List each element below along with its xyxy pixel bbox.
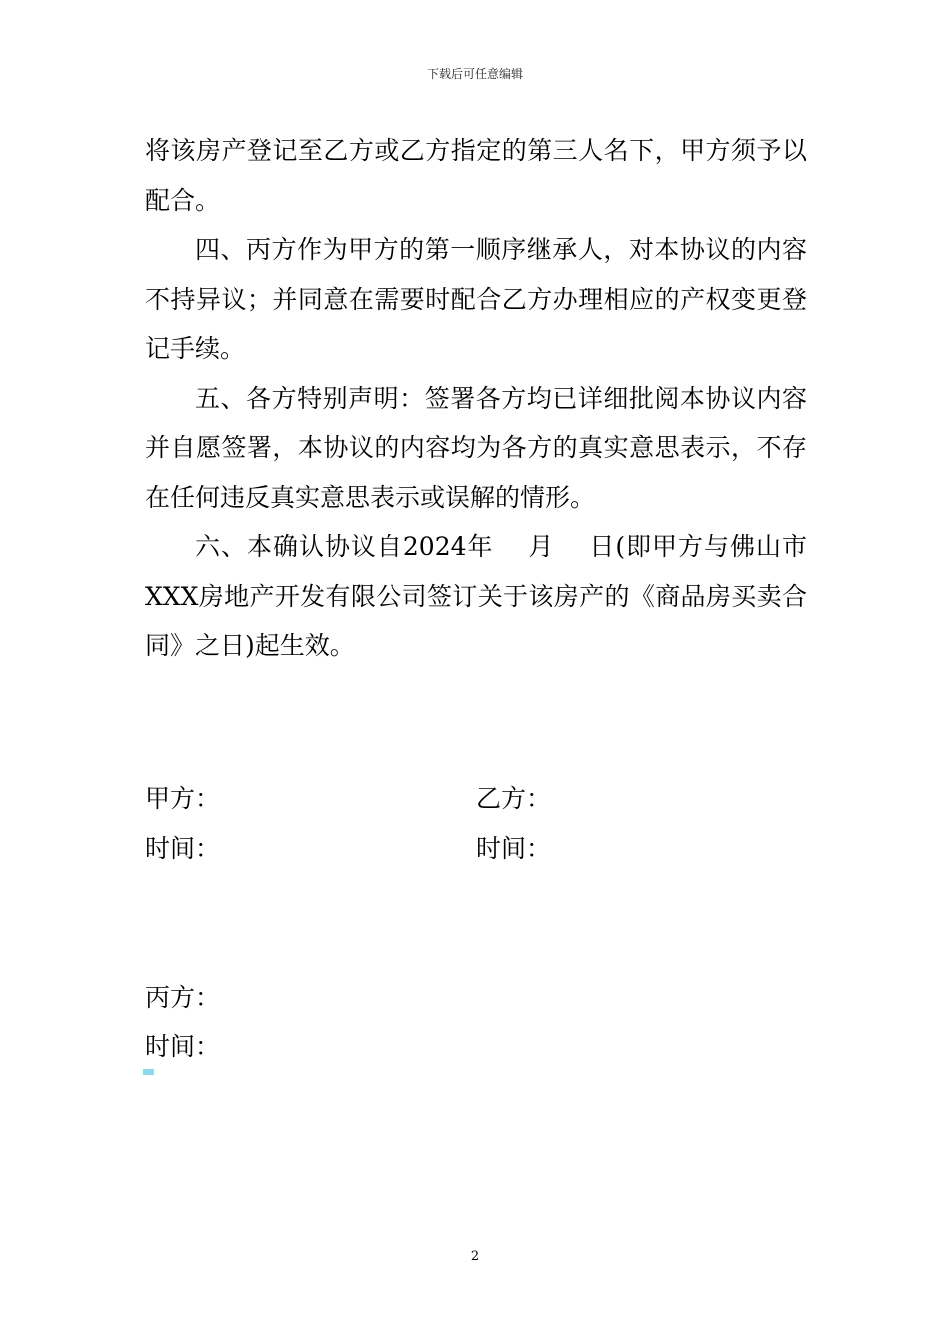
signature-row-party-c-time: [145, 1032, 807, 1062]
paragraph-clause-6: 六、本确认协议自2024年 月 日(即甲方与佛山市XXX房地产开发有限公司签订关于该房产的《商品房买卖合同》之日)起生效。: [145, 532, 807, 660]
signature-row-parties: [145, 784, 807, 814]
page-header: 下载后可任意编辑: [426, 67, 523, 81]
paragraph-clause-5: 五、各方特别声明：签署各方均已详细批阅本协议内容并自愿签署，本协议的内容均为各方的真实意思表示，不存在任何违反真实意思表示或误解的情形。: [145, 383, 807, 512]
signature-row-times: [145, 834, 807, 864]
party-b-label: 乙方：: [476, 784, 552, 813]
party-b-time-label: 时间：: [476, 834, 552, 863]
signature-row-party-c: [145, 983, 807, 1013]
party-a-time-label: 时间：: [145, 834, 221, 863]
text-cursor-marker: [143, 1069, 154, 1075]
paragraph-continuation: 将该房产登记至乙方或乙方指定的第三人名下，甲方须予以配合。: [145, 136, 807, 215]
party-c-label: 丙方：: [145, 983, 221, 1012]
party-c-time-label: 时间：: [145, 1032, 221, 1061]
party-a-label: 甲方：: [145, 784, 221, 813]
page-number: 2: [470, 1249, 480, 1264]
agreement-body: [145, 126, 807, 671]
paragraph-clause-4: 四、丙方作为甲方的第一顺序继承人，对本协议的内容不持异议；并同意在需要时配合乙方办理相应的产权变更登记手续。: [145, 235, 807, 363]
